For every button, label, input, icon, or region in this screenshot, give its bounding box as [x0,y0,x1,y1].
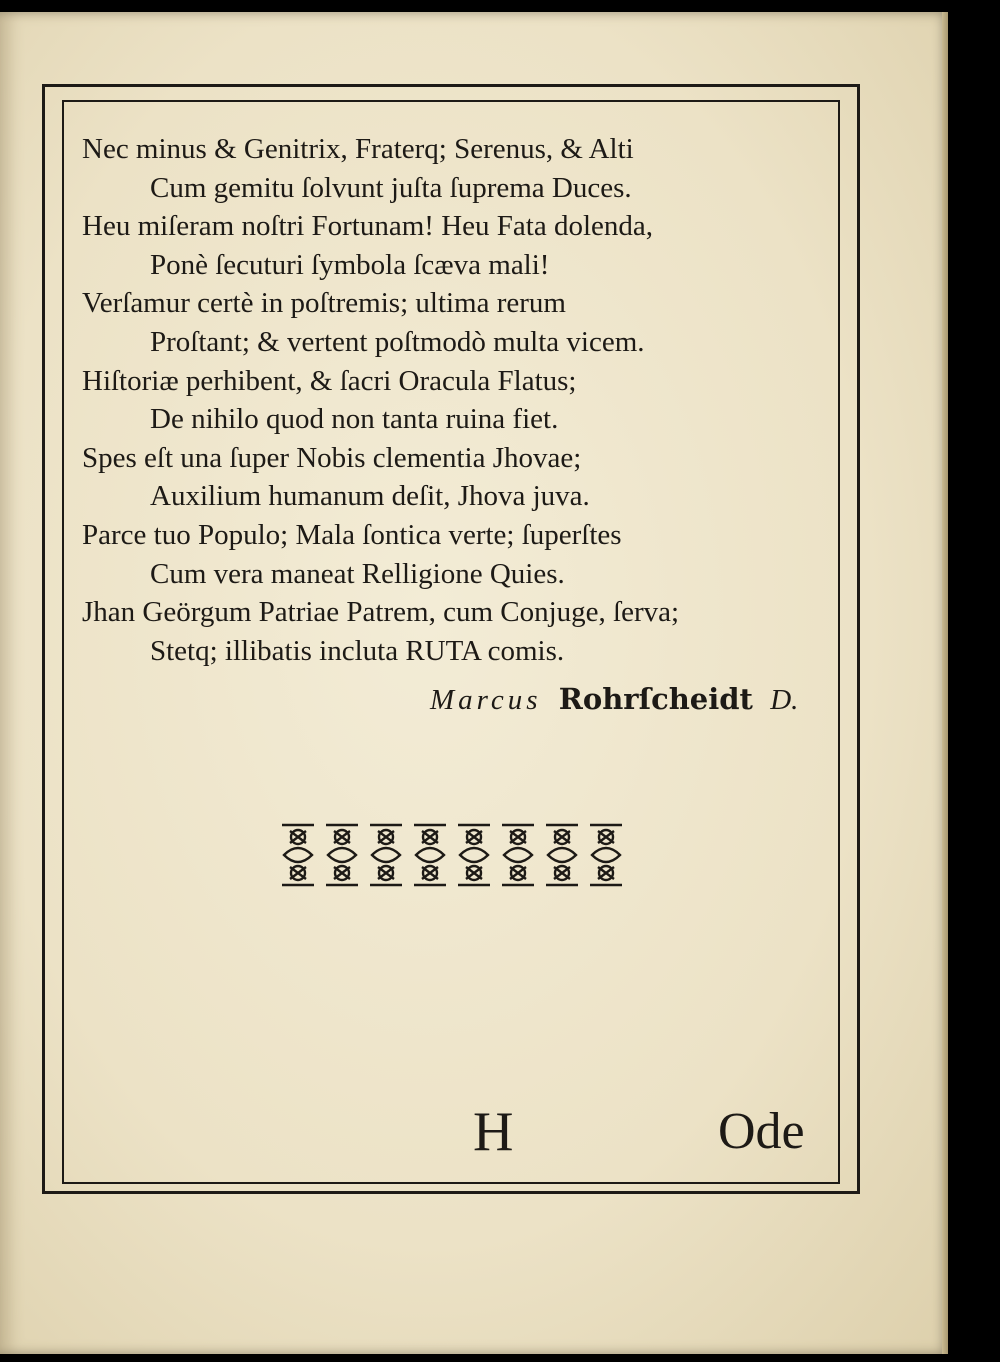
poem-line: Stetq; illibatis incluta RUTA comis. [150,634,565,667]
poem-line: Cum gemitu ſolvunt juſta ſuprema Duces. [150,171,632,204]
book-page [0,12,948,1354]
poem-line: Jhan Geörgum Patriae Patrem, cum Conjuge, ſerva; [82,596,680,629]
printers-ornament [276,815,632,895]
poem-line: Nec minus & Genitrix, Fraterq; Serenus, & Alti [82,133,634,165]
poem-line: De nihilo quod non tanta ruina fiet. [150,403,559,436]
author-given-name: Marcus [430,684,542,716]
poem-line: Parce tuo Populo; Mala ſontica verte; ſuperſtes [82,518,622,551]
poem-line: Auxilium humanum deſit, Jhova juva. [150,480,590,513]
page-edge [942,12,948,1354]
poem-line: Cum vera maneat Relligione Quies. [150,557,565,590]
author-surname: Rohrſcheidt [558,682,753,716]
poem-line: Heu miſeram noſtri Fortunam! Heu Fata dolenda, [82,210,653,243]
author-degree: D. [770,684,799,716]
poem-line: Verſamur certè in poſtremis; ultima rerum [82,287,566,320]
poem-text [82,130,822,670]
author-signature [430,682,798,717]
poem-line: Hiſtoriæ perhibent, & ſacri Oracula Flatus; [82,364,577,397]
poem-line: Spes eſt una ſuper Nobis clementia Jhovae; [82,441,582,474]
poem-line: Ponè ſecuturi ſymbola ſcæva mali! [150,248,550,281]
catchword: Ode [718,1103,805,1160]
signature-mark: H [473,1101,514,1163]
poem-line: Proſtant; & vertent poſtmodò multa vicem. [150,325,645,358]
